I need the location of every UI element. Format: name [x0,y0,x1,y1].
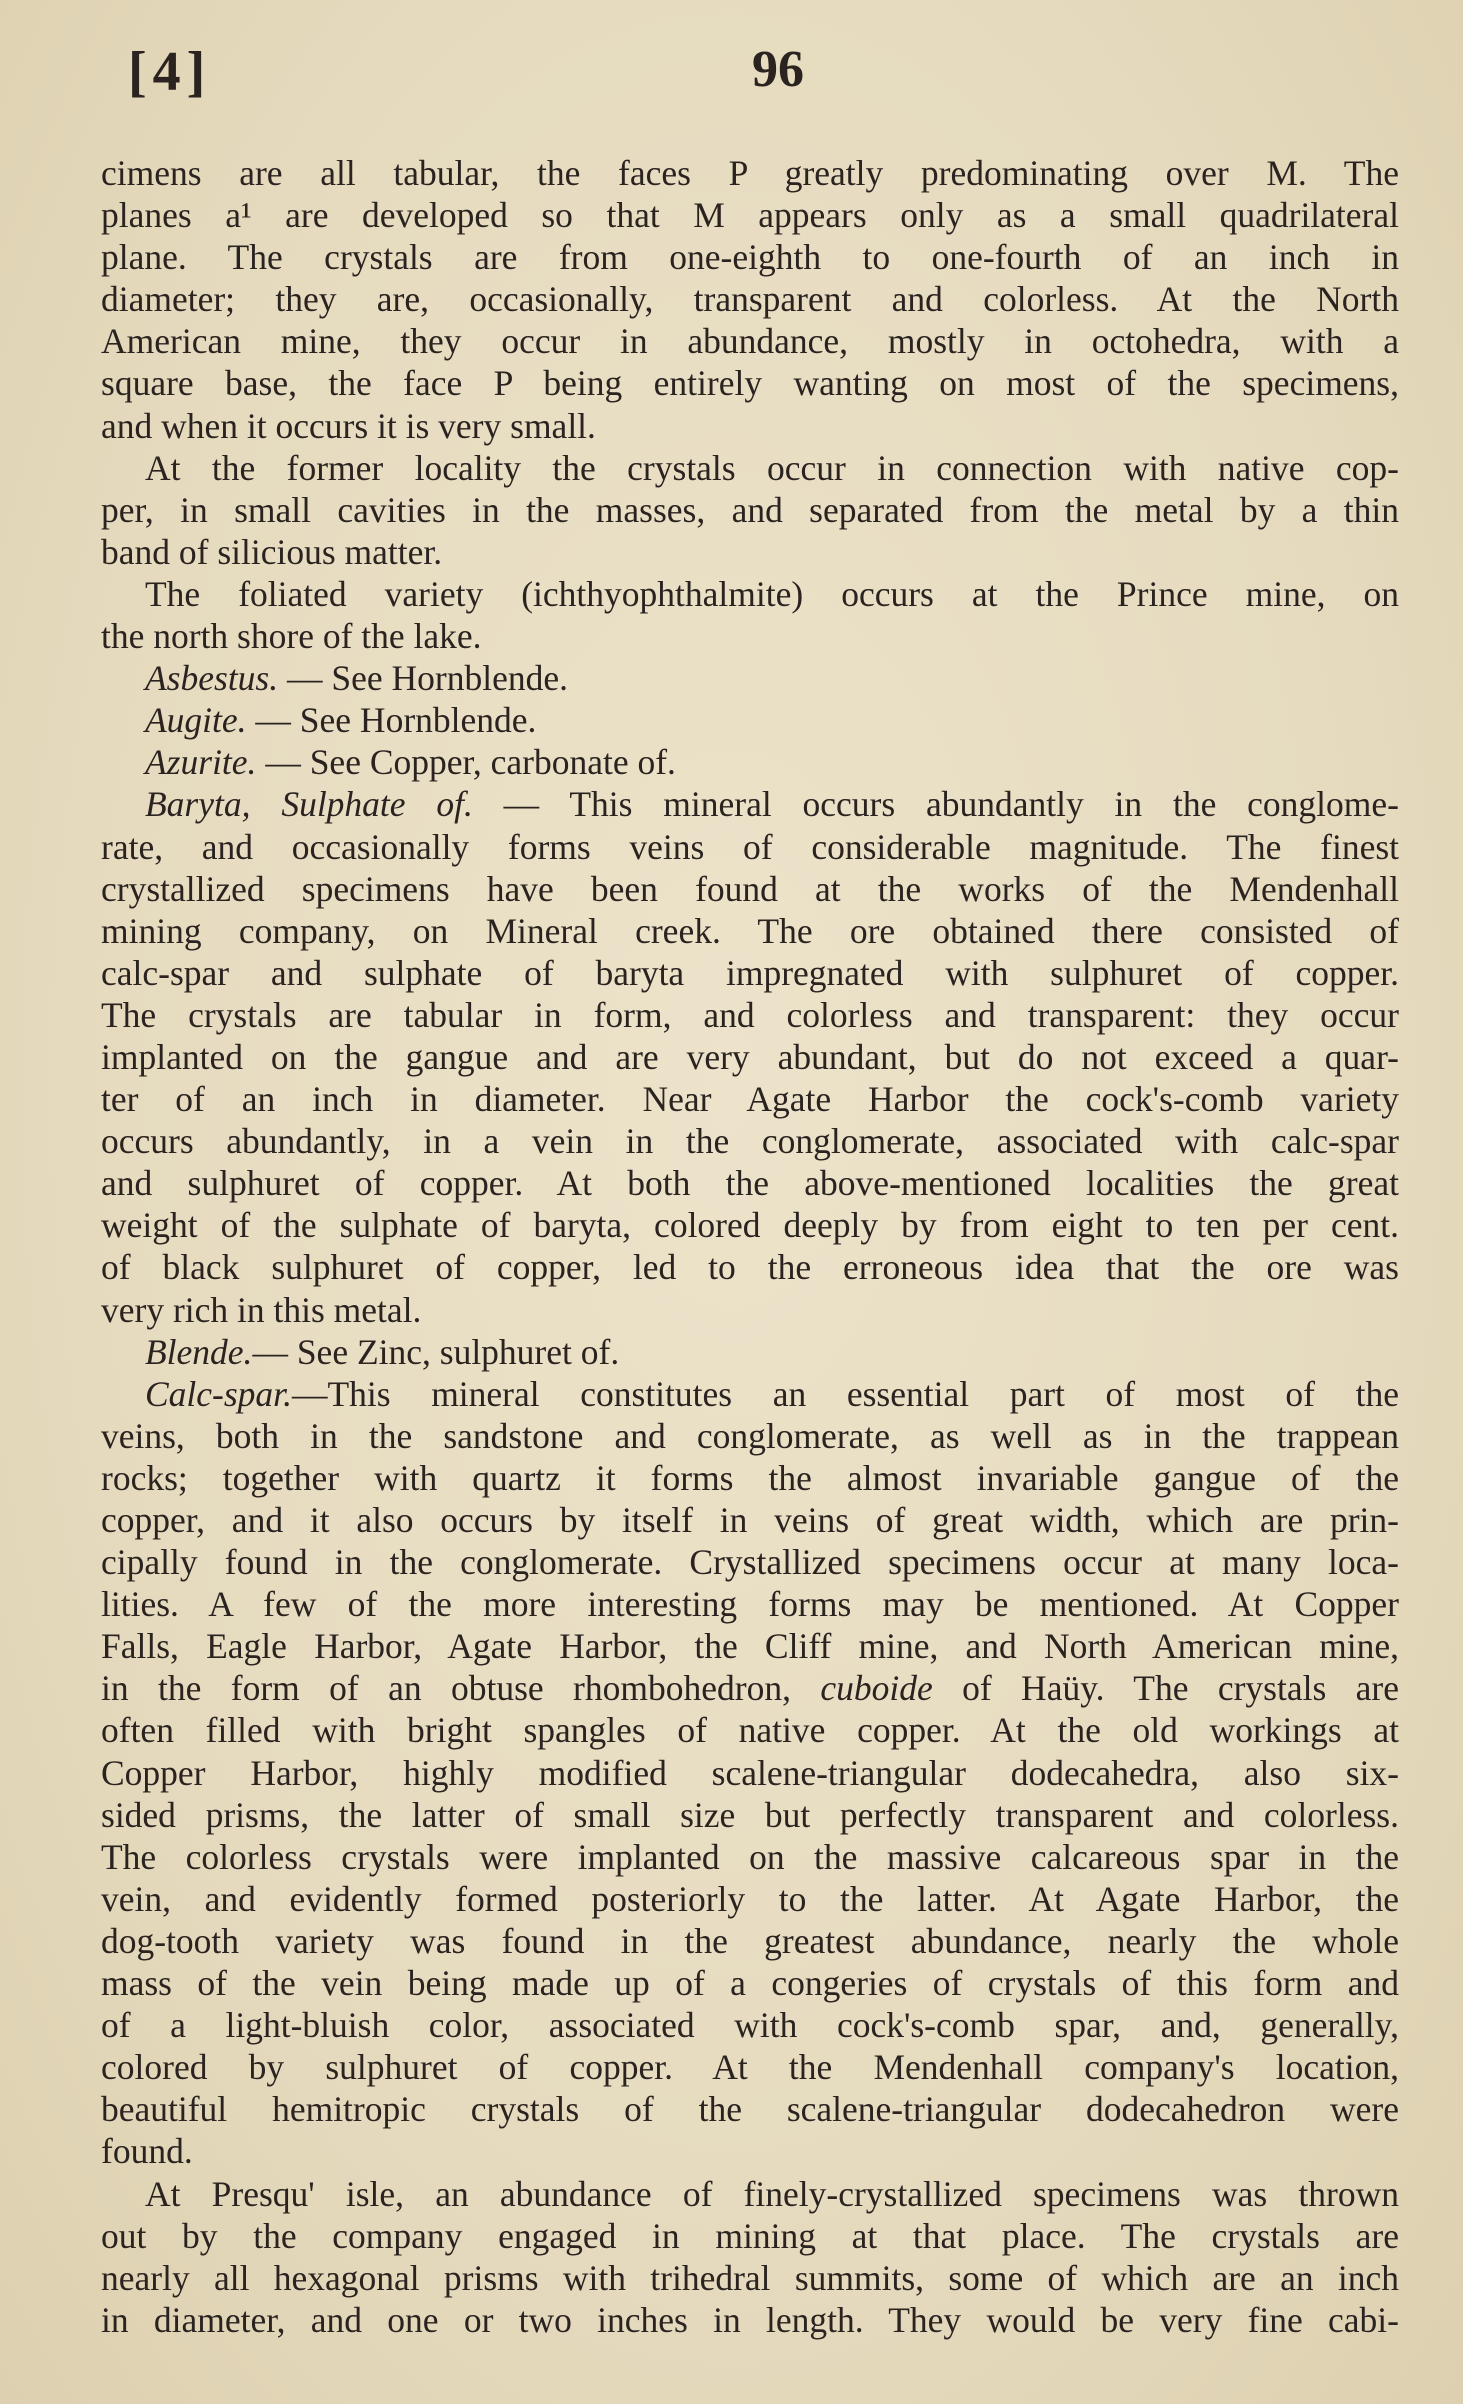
line-text: often filled with bright spangles of native copper. At the old workings at [101,1710,1399,1751]
body-text [101,152,1399,2341]
line-text: plane. The crystals are from one-eighth to one-fourth of an inch in [101,237,1399,278]
text-line [101,1667,1399,1709]
text-line [101,1709,1399,1751]
line-text: nearly all hexagonal prisms with trihedral summits, some of which are an inch [101,2257,1399,2298]
line-text: American mine, they occur in abundance, mostly in octohedra, with a [101,321,1399,362]
text-line [101,657,1399,699]
text-line [101,1794,1399,1836]
text-line [101,868,1399,910]
text-line [101,826,1399,868]
text-line [101,2046,1399,2088]
entry-heading: Calc-spar. [145,1373,292,1414]
line-text: lities. A few of the more interesting forms may be mentioned. At Copper [101,1584,1399,1625]
text-line [101,783,1399,825]
text-line [101,573,1399,615]
text-line [101,1289,1399,1331]
line-text: — See Zinc, sulphuret of. [252,1331,620,1372]
line-text: veins, both in the sandstone and conglomerate, as well as in the trappean [101,1415,1399,1456]
text-line [101,2004,1399,2046]
italic-term: cuboide [820,1668,933,1709]
line-text: diameter; they are, occasionally, transparent and colorless. At the North [101,279,1399,320]
entry-heading: Augite. [145,700,247,741]
line-text: per, in small cavities in the masses, and separated from the metal by a thin [101,489,1399,530]
page-header [0,40,1463,110]
text-line [101,1078,1399,1120]
line-text: mining company, on Mineral creek. The ore obtained there consisted of [101,910,1399,951]
section-number: [4] [128,41,212,103]
text-line [101,1962,1399,2004]
page-number: 96 [752,41,804,98]
text-line [101,952,1399,994]
text-line [101,1457,1399,1499]
line-text: Falls, Eagle Harbor, Agate Harbor, the Cliff mine, and North American mine, [101,1626,1399,1667]
text-line [101,699,1399,741]
text-line [101,1162,1399,1204]
text-line [101,2088,1399,2130]
line-text: found. [101,2131,193,2172]
text-line [101,194,1399,236]
line-text: Copper Harbor, highly modified scalene-triangular dodecahedra, also six- [101,1752,1399,1793]
entry-heading: Asbestus. [145,658,279,699]
line-text: dog-tooth variety was found in the greatest abundance, nearly the whole [101,1920,1399,1961]
line-text: copper, and it also occurs by itself in veins of great width, which are prin- [101,1500,1399,1540]
line-text: colored by sulphuret of copper. At the Mendenhall company's location, [101,2047,1399,2088]
text-line [101,1878,1399,1920]
entry-heading: Blende. [145,1331,253,1372]
entry-heading: Baryta, Sulphate of. [145,784,473,825]
text-line [101,320,1399,362]
line-text: crystallized specimens have been found at the works of the Mendenhall [101,868,1399,909]
line-text: —This mineral constitutes an essential part of most of the [291,1373,1399,1414]
line-text: square base, the face P being entirely wanting on most of the specimens, [101,363,1399,404]
text-line [101,2299,1399,2341]
line-text: occurs abundantly, in a vein in the conglomerate, associated with calc-spar [101,1121,1399,1162]
text-line [101,1752,1399,1794]
text-line [101,531,1399,573]
text-line [101,1204,1399,1246]
text-line [101,1583,1399,1625]
text-line [101,615,1399,657]
line-text: — See Copper, carbonate of. [256,742,676,783]
entry-heading: Azurite. [145,742,257,783]
line-text: — This mineral occurs abundantly in the conglome- [472,784,1399,825]
text-line [101,1541,1399,1583]
line-text: planes a¹ are developed so that M appears only as a small quadrilateral [101,195,1399,236]
text-line [101,278,1399,320]
line-text: At Presqu' isle, an abundance of finely-crystallized specimens was thrown [145,2173,1399,2214]
text-line [101,1415,1399,1457]
text-line [101,362,1399,404]
line-text: — See Hornblende. [278,658,568,699]
text-line [101,1246,1399,1288]
line-text: and sulphuret of copper. At both the above-mentioned localities the great [101,1163,1399,1204]
line-text: vein, and evidently formed posteriorly to the latter. At Agate Harbor, the [101,1878,1399,1919]
line-text: ter of an inch in diameter. Near Agate Harbor the cock's-comb variety [101,1079,1399,1120]
line-text: The crystals are tabular in form, and colorless and transparent: they occur [101,994,1399,1035]
line-text: weight of the sulphate of baryta, colored deeply by from eight to ten per cent. [101,1205,1399,1246]
line-text: mass of the vein being made up of a congeries of crystals of this form and [101,1963,1399,2004]
line-text: rocks; together with quartz it forms the almost invariable gangue of the [101,1457,1399,1498]
text-line [101,152,1399,194]
text-line [101,1120,1399,1162]
line-text: of black sulphuret of copper, led to the erroneous idea that the ore was [101,1247,1399,1288]
line-text: band of silicious matter. [101,531,443,572]
text-line [101,2257,1399,2299]
text-line [101,2173,1399,2215]
line-text: of Haüy. The crystals are [932,1668,1399,1709]
line-text: out by the company engaged in mining at that place. The crystals are [101,2215,1399,2256]
line-text: in the form of an obtuse rhombohedron, [101,1668,821,1709]
line-text: — See Hornblende. [246,700,537,741]
text-line [101,1331,1399,1373]
text-line [101,1036,1399,1078]
line-text: The foliated variety (ichthyophthalmite) occurs at the Prince mine, on [145,573,1399,614]
line-text: cimens are all tabular, the faces P greatly predominating over M. The [101,153,1399,193]
text-line [101,994,1399,1036]
text-line [101,405,1399,447]
text-line [101,1836,1399,1878]
text-line [101,1373,1399,1415]
line-text: and when it occurs it is very small. [101,405,596,446]
text-line [101,2215,1399,2257]
line-text: calc-spar and sulphate of baryta impregnated with sulphuret of copper. [101,952,1399,993]
text-line [101,489,1399,531]
line-text: in diameter, and one or two inches in length. They would be very fine cabi- [101,2299,1399,2340]
line-text: the north shore of the lake. [101,616,482,657]
text-line [101,910,1399,952]
line-text: rate, and occasionally forms veins of considerable magnitude. The finest [101,826,1399,867]
text-line [101,236,1399,278]
line-text: very rich in this metal. [101,1289,422,1330]
line-text: of a light-bluish color, associated with cock's-comb spar, and, generally, [101,2005,1399,2046]
line-text: beautiful hemitropic crystals of the scalene-triangular dodecahedron were [101,2089,1399,2130]
line-text: At the former locality the crystals occur in connection with native cop- [145,447,1399,488]
line-text: implanted on the gangue and are very abundant, but do not exceed a quar- [101,1036,1399,1077]
text-line [101,1625,1399,1667]
line-text: sided prisms, the latter of small size but perfectly transparent and colorless. [101,1794,1399,1835]
text-line [101,447,1399,489]
line-text: cipally found in the conglomerate. Crystallized specimens occur at many loca- [101,1542,1399,1583]
text-line [101,1920,1399,1962]
text-line [101,2130,1399,2172]
line-text: The colorless crystals were implanted on the massive calcareous spar in the [101,1836,1399,1877]
text-line [101,741,1399,783]
text-line [101,1499,1399,1541]
